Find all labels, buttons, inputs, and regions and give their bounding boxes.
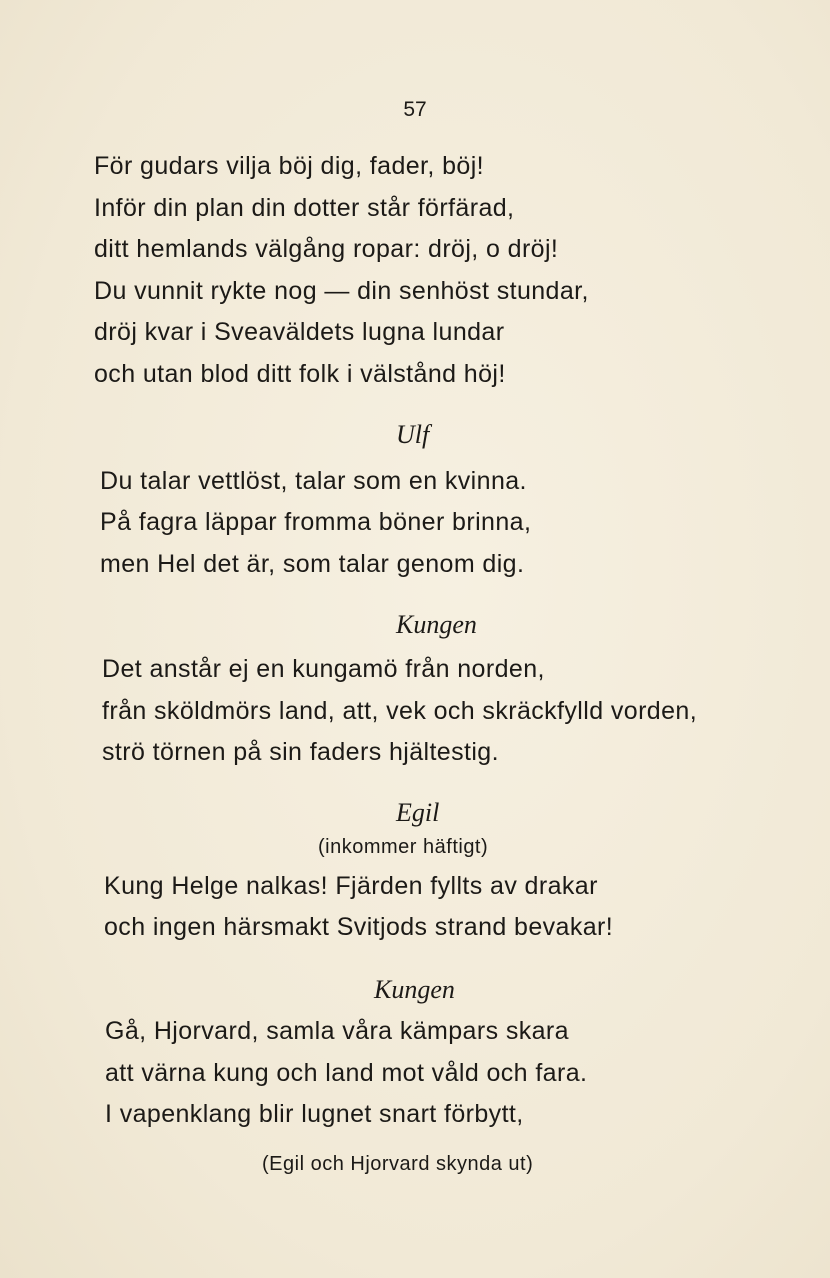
verse-line: Du vunnit rykte nog — din senhöst stundar, bbox=[94, 277, 589, 305]
verse-line: ditt hemlands välgång ropar: dröj, o dröj! bbox=[94, 235, 559, 263]
stage-direction: (inkommer häftigt) bbox=[318, 836, 489, 858]
verse-line: och utan blod ditt folk i välstånd höj! bbox=[94, 360, 506, 388]
verse-line: Gå, Hjorvard, samla våra kämpars skara bbox=[105, 1017, 569, 1045]
stage-direction: (Egil och Hjorvard skynda ut) bbox=[262, 1153, 534, 1175]
speaker-name: Kungen bbox=[374, 975, 455, 1004]
verse-line: I vapenklang blir lugnet snart förbytt, bbox=[105, 1100, 524, 1128]
verse-line: Inför din plan din dotter står förfärad, bbox=[94, 194, 515, 222]
verse-line: men Hel det är, som talar genom dig. bbox=[100, 550, 525, 578]
verse-line: strö törnen på sin faders hjältestig. bbox=[102, 738, 499, 766]
page-number: 57 bbox=[403, 98, 427, 121]
speaker-name: Ulf bbox=[396, 420, 430, 449]
verse-line: att värna kung och land mot våld och fara. bbox=[105, 1059, 588, 1087]
verse-line: från sköldmörs land, att, vek och skräckfylld vorden, bbox=[102, 697, 698, 725]
verse-line: Kung Helge nalkas! Fjärden fyllts av drakar bbox=[104, 872, 598, 900]
verse-line: Det anstår ej en kungamö från norden, bbox=[102, 655, 545, 683]
verse-line: dröj kvar i Sveaväldets lugna lundar bbox=[94, 318, 505, 346]
verse-line: Du talar vettlöst, talar som en kvinna. bbox=[100, 467, 527, 495]
verse-line: På fagra läppar fromma böner brinna, bbox=[100, 508, 532, 536]
speaker-name: Egil bbox=[396, 798, 440, 827]
verse-line: och ingen härsmakt Svitjods strand bevakar! bbox=[104, 913, 614, 941]
verse-line: För gudars vilja böj dig, fader, böj! bbox=[94, 152, 485, 180]
speaker-name: Kungen bbox=[396, 610, 477, 639]
